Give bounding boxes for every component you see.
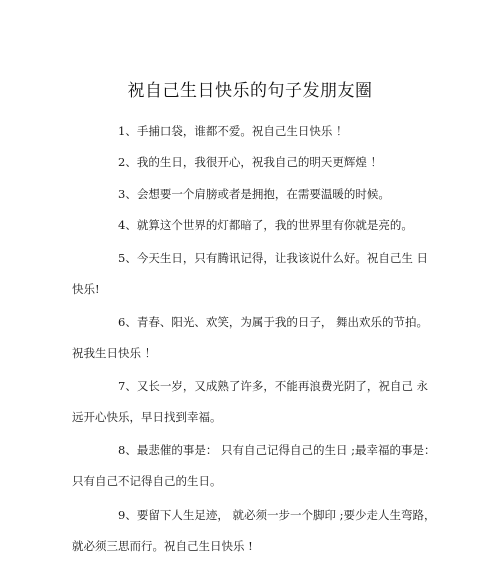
- paragraph-line: 9、要留下人生足迹， 就必须一步一个脚印 ;要少走人生弯路，: [118, 508, 436, 522]
- paragraph-line: 3、会想要一个肩膀或者是拥抱，在需要温暖的时候。: [118, 187, 390, 201]
- paragraph-line: 远开心快乐，早日找到幸福。: [72, 410, 222, 424]
- paragraph-line: 就必须三思而行。祝自己生日快乐 !: [72, 539, 253, 553]
- paragraph-line: 5、今天生日，只有腾讯记得，让我该说什么好。祝自己生 日: [118, 251, 428, 265]
- paragraph-line: 2、我的生日，我很开心，祝我自己的明天更辉煌 ！: [118, 155, 382, 169]
- paragraph-6: [72, 307, 432, 369]
- paragraph-7: [72, 371, 432, 433]
- paragraph-line: 7、又长一岁，又成熟了许多，不能再浪费光阴了，祝自己 永: [118, 379, 428, 393]
- paragraph-1: [72, 116, 432, 147]
- paragraph-3: [72, 179, 432, 210]
- paragraph-line: 快乐!: [72, 282, 100, 296]
- paragraph-5: [72, 243, 432, 305]
- paragraph-4: [72, 210, 432, 241]
- paragraph-line: 只有自己不记得自己的生日。: [72, 474, 222, 488]
- paragraph-line: 祝我生日快乐 ！: [72, 346, 157, 360]
- paragraph-line: 1、手捕口袋，谁都不爱。祝自己生日快乐 ！: [118, 124, 348, 138]
- paragraph-line: 8、最悲催的事是： 只有自己记得自己的生日 ;最幸福的事是：: [118, 443, 436, 457]
- paragraph-8: [72, 435, 436, 497]
- paragraph-9: [72, 500, 436, 562]
- document-title: 祝自己生日快乐的句子发朋友圈: [127, 81, 373, 101]
- paragraph-line: 6、青春、阳光、欢笑，为属于我的日子， 舞出欢乐的节拍。: [118, 315, 428, 329]
- paragraph-2: [72, 147, 432, 178]
- paragraph-line: 4、就算这个世界的灯都暗了，我的世界里有你就是亮的。: [118, 218, 413, 232]
